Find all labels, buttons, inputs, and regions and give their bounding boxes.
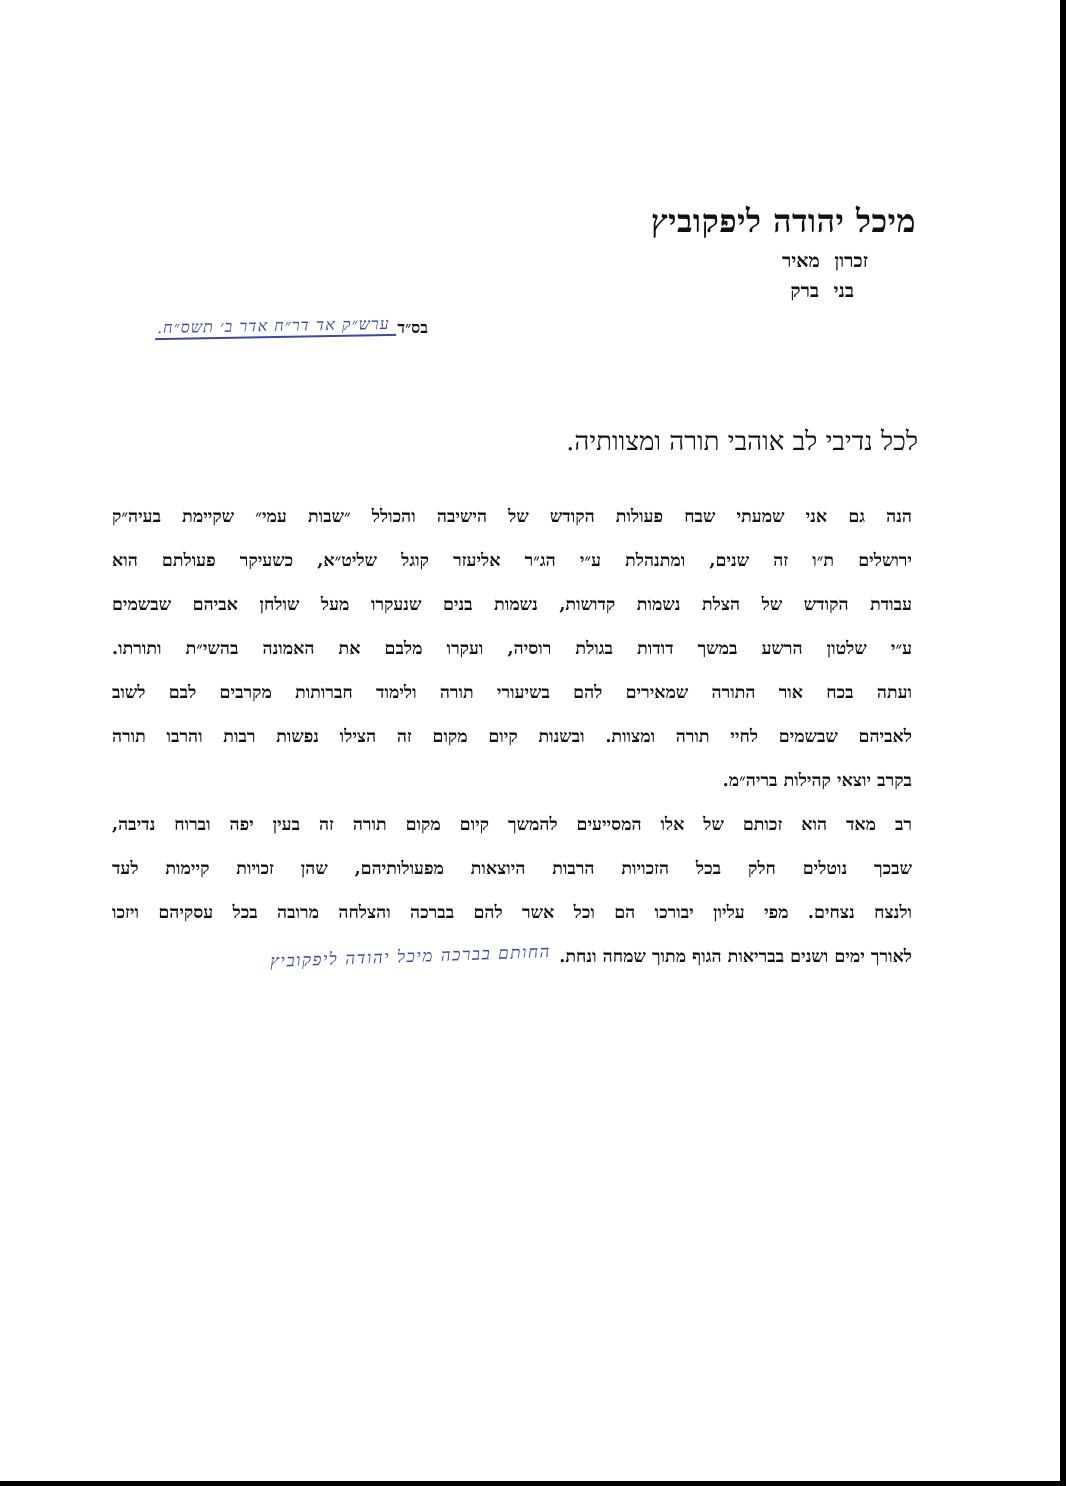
scan-border-right: [1060, 0, 1066, 1486]
paragraph1-line: עבודת הקודש של הצלת נשמות קדושות, נשמות בנים שנעקרו מעל שולחן אביהם שבשמים: [112, 595, 912, 615]
paragraph2-line: לאורך ימים ושנים בבריאות הגוף מתוך שמחה ונחת.: [559, 947, 912, 967]
letter-body: [112, 495, 912, 979]
paragraph2-line: רב מאד הוא זכותם של אלו המסייעים להמשך קיום מקום תורה זה בעין יפה וברוח נדיבה,: [112, 815, 912, 835]
paragraph2-line: שבכך נוטלים חלק בכל הזכויות הרבות היוצאות מפעולותיהם, שהן זכויות קיימות לעד: [112, 859, 912, 879]
paragraph2-line: ולנצח נצחים. מפי עליון יבורכו הם וכל אשר להם בברכה והצלחה מרובה בכל עסקיהם ויזכו: [112, 903, 912, 923]
bsd-prefix: בס״ד: [397, 318, 428, 337]
date-row: [155, 316, 428, 338]
paragraph1-line: לאביהם שבשמים לחיי תורה ומצוות. ובשנות קיום מקום זה הצילו נפשות רבות והרבו תורה: [112, 727, 912, 747]
letterhead-address-line1: זכרון מאיר: [781, 250, 868, 272]
paragraph1-line: ע״י שלטון הרשע במשך דודות בגולת רוסיה, ועקרו מלבם את האמונה בהשי״ת ותורתו.: [112, 639, 912, 659]
greeting: לכל נדיבי לב אוהבי תורה ומצוותיה.: [566, 427, 918, 457]
paragraph1-line: ירושלים ת״ו זה שנים, ומתנהלת ע״י הג״ר אליעזר קוגל שליט״א, כשעיקר פעולתם הוא: [112, 551, 912, 571]
handwritten-signature: החותם בברכה מיכל יהודה ליפקוביץ: [269, 942, 552, 972]
letterhead: [416, 196, 916, 306]
paragraph1-line: ועתה בכח אור התורה שמאירים להם בשיעורי תורה ולימוד חברותות מקרבים לבם לשוב: [112, 683, 912, 703]
letterhead-name: מיכל יהודה ליפקוביץ: [650, 202, 916, 240]
handwritten-date: ערש״ק אד דר״ח אדר ב׳ תשס״ח.: [154, 314, 395, 340]
paragraph1-line: הנה גם אני שמעתי שבח פעולות הקודש של הישיבה והכולל ״שבות עמי״ שקיימת בעיה״ק: [112, 507, 912, 527]
letterhead-address-line2: בני ברק: [790, 280, 854, 302]
scan-border-bottom: [0, 1481, 1066, 1486]
paragraph1-line: בקרב יוצאי קהילות בריה״מ.: [722, 771, 912, 791]
closing-line: [112, 935, 912, 979]
